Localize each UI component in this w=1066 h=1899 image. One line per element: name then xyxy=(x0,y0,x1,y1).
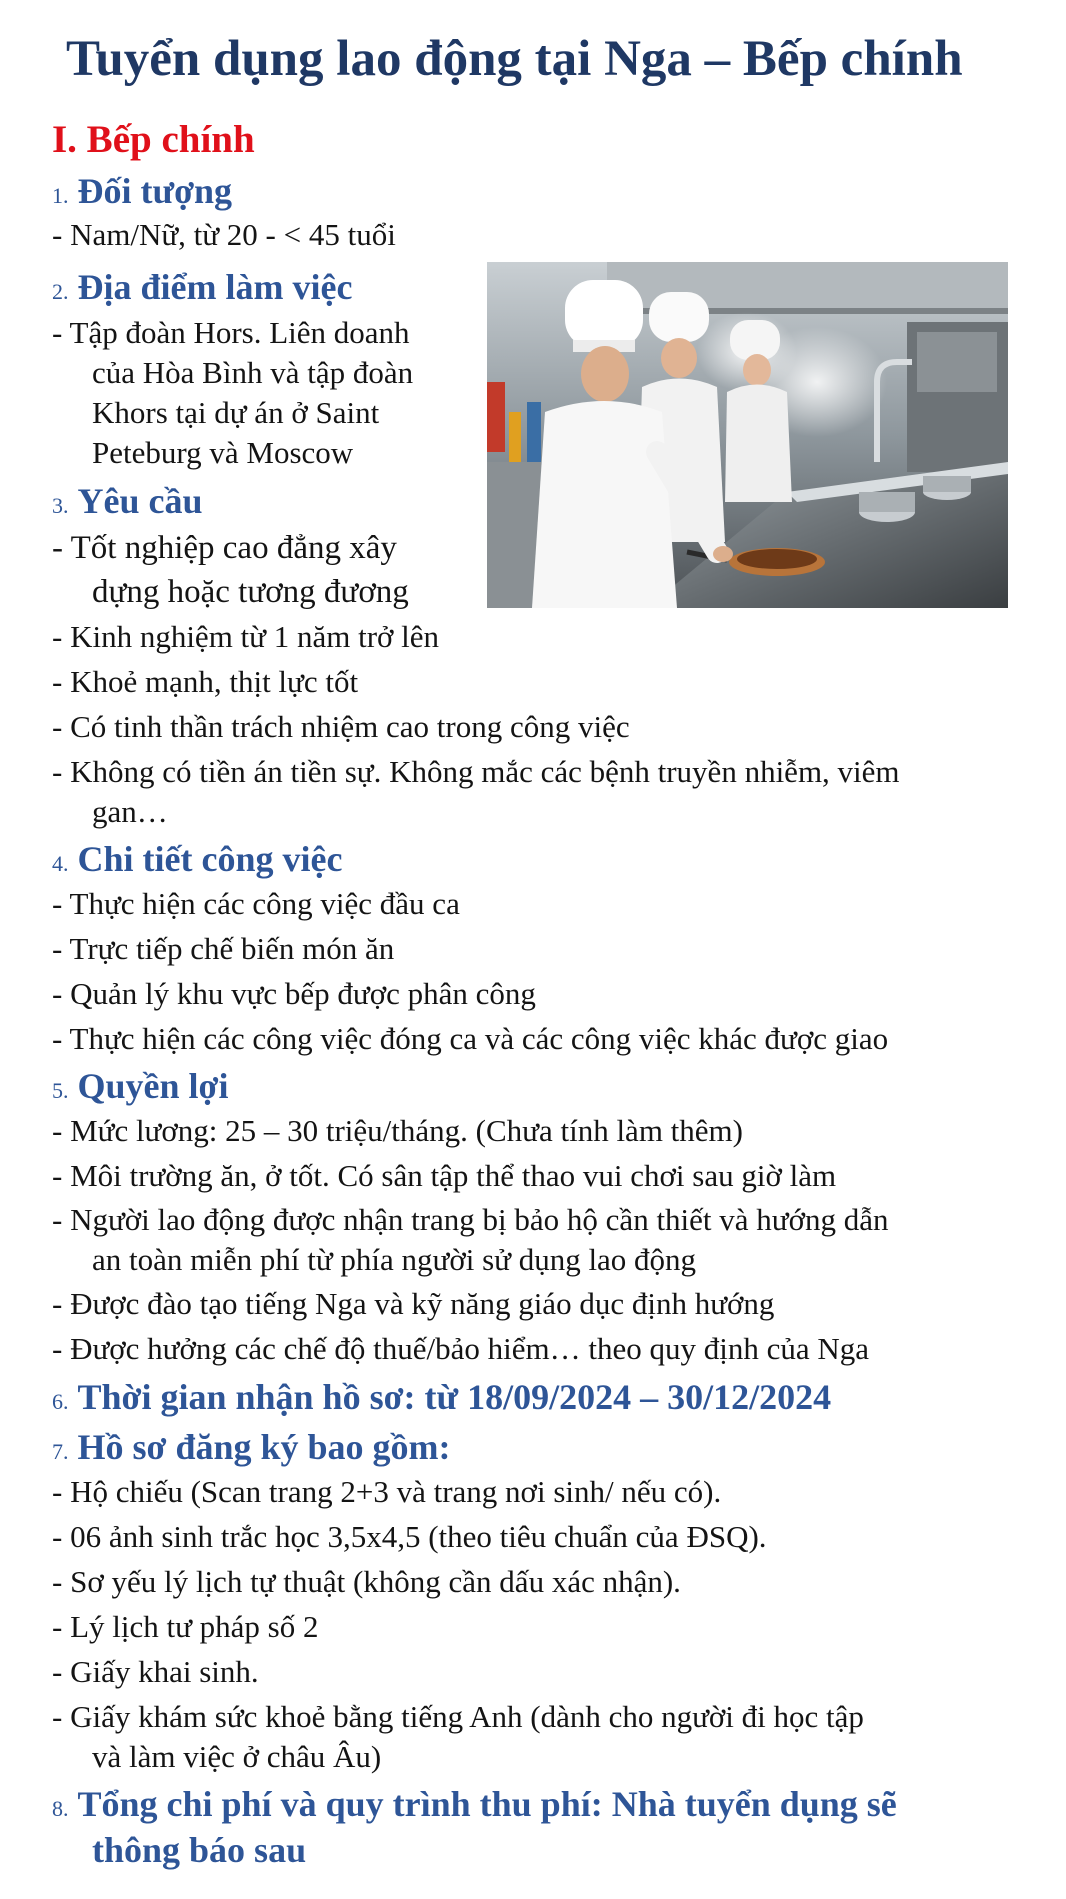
section-number: 2. xyxy=(52,279,69,304)
list-item-line: và làm việc ở châu Âu) xyxy=(92,1739,382,1774)
list-item-line: - Người lao động được nhận trang bị bảo hộ cần thiết và hướng dẫn xyxy=(52,1202,889,1237)
section-title: Chi tiết công việc xyxy=(77,839,343,879)
section-3-heading xyxy=(52,477,203,530)
list-item-line: an toàn miễn phí từ phía người sử dụng lao động xyxy=(92,1242,697,1277)
list-item xyxy=(52,752,900,832)
part-heading: I. Bếp chính xyxy=(52,118,255,161)
list-item: - Môi trường ăn, ở tốt. Có sân tập thể thao vui chơi sau giờ làm xyxy=(52,1158,837,1193)
list-item: - Được hưởng các chế độ thuế/bảo hiểm… theo quy định của Nga xyxy=(52,1331,870,1366)
section-7-heading xyxy=(52,1423,451,1476)
section-number: 8. xyxy=(52,1796,69,1821)
list-item: - Thực hiện các công việc đầu ca xyxy=(52,886,460,921)
section-title: thông báo sau xyxy=(92,1830,307,1870)
section-number: 4. xyxy=(52,851,69,876)
section-8-heading-continued xyxy=(52,1826,306,1874)
list-item xyxy=(52,526,409,614)
list-item: - Quản lý khu vực bếp được phân công xyxy=(52,976,536,1011)
section-number: 1. xyxy=(52,183,69,208)
section-title: Hồ sơ đăng ký bao gồm: xyxy=(77,1427,451,1467)
list-item xyxy=(52,313,413,473)
section-title: Yêu cầu xyxy=(77,481,203,521)
list-item: - Được đào tạo tiếng Nga và kỹ năng giáo dục định hướng xyxy=(52,1286,775,1321)
section-number: 6. xyxy=(52,1389,69,1414)
section-number: 7. xyxy=(52,1439,69,1464)
list-item: - Thực hiện các công việc đóng ca và các công việc khác được giao xyxy=(52,1021,889,1056)
kitchen-chefs-photo xyxy=(487,262,1008,608)
section-title: Quyền lợi xyxy=(77,1066,229,1106)
list-item: - Nam/Nữ, từ 20 - < 45 tuổi xyxy=(52,217,396,252)
list-item: - Lý lịch tư pháp số 2 xyxy=(52,1609,319,1644)
list-item: - Mức lương: 25 – 30 triệu/tháng. (Chưa tính làm thêm) xyxy=(52,1113,743,1148)
section-6-heading xyxy=(52,1373,831,1426)
section-title: Đối tượng xyxy=(77,171,233,211)
list-item-line: - Giấy khám sức khoẻ bằng tiếng Anh (dành cho người đi học tập xyxy=(52,1699,864,1734)
section-5-heading xyxy=(52,1062,228,1115)
list-item: - Hộ chiếu (Scan trang 2+3 và trang nơi sinh/ nếu có). xyxy=(52,1474,722,1509)
list-item-line: - Tập đoàn Hors. Liên doanh xyxy=(52,315,410,350)
list-item-line: Peteburg và Moscow xyxy=(92,435,354,470)
section-1-heading xyxy=(52,167,232,220)
section-title: Địa điểm làm việc xyxy=(77,267,353,307)
section-4-heading xyxy=(52,835,342,888)
list-item-line: của Hòa Bình và tập đoàn xyxy=(92,355,414,390)
section-2-heading xyxy=(52,263,352,316)
list-item: - Giấy khai sinh. xyxy=(52,1654,259,1689)
section-number: 5. xyxy=(52,1078,69,1103)
list-item xyxy=(52,1200,889,1280)
section-title: Tổng chi phí và quy trình thu phí: Nhà tuyển dụng sẽ xyxy=(77,1784,897,1824)
list-item: - Khoẻ mạnh, thịt lực tốt xyxy=(52,664,359,699)
section-number: 3. xyxy=(52,493,69,518)
list-item-line: - Tốt nghiệp cao đẳng xây xyxy=(52,530,397,566)
list-item: - Kinh nghiệm từ 1 năm trở lên xyxy=(52,619,440,654)
list-item-line: - Không có tiền án tiền sự. Không mắc các bệnh truyền nhiễm, viêm xyxy=(52,754,900,789)
list-item: - Có tinh thần trách nhiệm cao trong công việc xyxy=(52,709,630,744)
list-item xyxy=(52,1697,864,1777)
list-item-line: Khors tại dự án ở Saint xyxy=(92,395,380,430)
list-item: - Sơ yếu lý lịch tự thuật (không cần dấu xác nhận). xyxy=(52,1564,681,1599)
list-item-line: dựng hoặc tương đương xyxy=(92,574,409,610)
page-title: Tuyển dụng lao động tại Nga – Bếp chính xyxy=(66,31,963,87)
list-item: - Trực tiếp chế biến món ăn xyxy=(52,931,395,966)
list-item: - 06 ảnh sinh trắc học 3,5x4,5 (theo tiêu chuẩn của ĐSQ). xyxy=(52,1519,767,1554)
list-item-line: gan… xyxy=(92,794,168,829)
section-title: Thời gian nhận hồ sơ: từ 18/09/2024 – 30/12/2024 xyxy=(77,1377,832,1417)
